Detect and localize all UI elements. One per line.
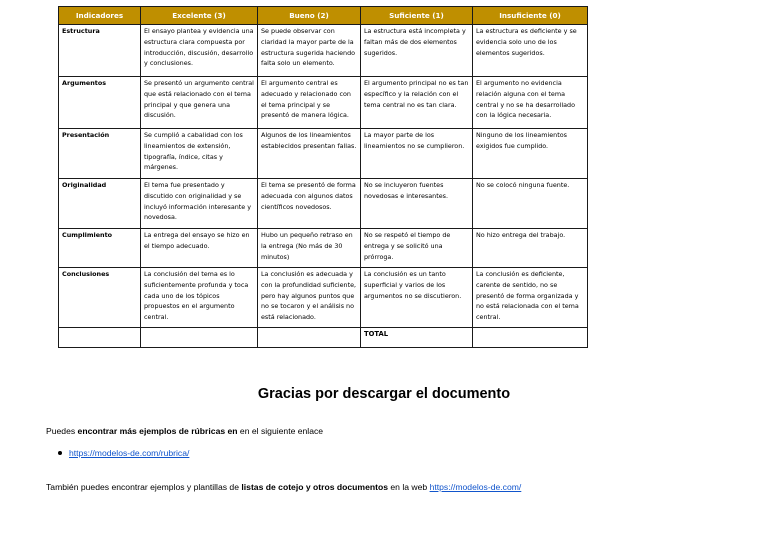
more-documents-paragraph bbox=[46, 482, 521, 492]
thanks-title: Gracias por descargar el documento bbox=[257, 386, 511, 402]
table-cell: No se colocó ninguna fuente. bbox=[473, 179, 588, 229]
table-cell: Hubo un pequeño retraso en la entrega (No más de 30 minutos) bbox=[258, 229, 361, 268]
table-row bbox=[59, 268, 588, 328]
table-cell: Se puede observar con claridad la mayor parte de la estructura sugerida haciendo falta solo un elemento. bbox=[258, 25, 361, 77]
para2-bold-text: listas de cotejo y otros documentos bbox=[241, 482, 388, 492]
table-cell: El argumento principal no es tan específico y la relación con el tema central no es tan clara. bbox=[361, 77, 473, 129]
table-cell: La conclusión del tema es lo suficientemente profunda y toca cada uno de los tópicos propuestos en el argumento central. bbox=[141, 268, 258, 328]
table-cell: El argumento no evidencia relación alguna con el tema central y no se ha desarrollado con la lógica necesaria. bbox=[473, 77, 588, 129]
para1-text-after: en el siguiente enlace bbox=[237, 426, 324, 436]
table-cell: La estructura es deficiente y se evidencia solo uno de los elementos sugeridos. bbox=[473, 25, 588, 77]
website-link[interactable]: https://modelos-de.com/ bbox=[429, 482, 522, 492]
table-cell: La entrega del ensayo se hizo en el tiempo adecuado. bbox=[141, 229, 258, 268]
table-cell bbox=[141, 328, 258, 348]
rubrica-link[interactable]: https://modelos-de.com/rubrica/ bbox=[69, 448, 190, 458]
table-cell: La estructura está incompleta y faltan más de dos elementos sugeridos. bbox=[361, 25, 473, 77]
para1-bold-text: encontrar más ejemplos de rúbricas en bbox=[77, 426, 238, 436]
link-list-item bbox=[58, 448, 189, 458]
table-row bbox=[59, 129, 588, 179]
header-suficiente: Suficiente (1) bbox=[361, 7, 473, 25]
table-cell: El ensayo plantea y evidencia una estructura clara compuesta por introducción, discusión, desarrollo y conclusiones. bbox=[141, 25, 258, 77]
table-cell bbox=[59, 328, 141, 348]
table-row bbox=[59, 25, 588, 77]
table-cell bbox=[258, 328, 361, 348]
table-cell: La conclusión es deficiente, carente de sentido, no se presentó de forma organizada y no está relacionada con el tema central. bbox=[473, 268, 588, 328]
indicator-cell: Cumplimiento bbox=[59, 229, 141, 268]
header-bueno: Bueno (2) bbox=[258, 7, 361, 25]
total-label: TOTAL bbox=[361, 328, 473, 348]
table-row bbox=[59, 229, 588, 268]
indicator-cell: Conclusiones bbox=[59, 268, 141, 328]
indicator-cell: Estructura bbox=[59, 25, 141, 77]
header-excelente: Excelente (3) bbox=[141, 7, 258, 25]
table-cell: La conclusión es un tanto superficial y varios de los argumentos no se discutieron. bbox=[361, 268, 473, 328]
table-row bbox=[59, 77, 588, 129]
table-cell: Algunos de los lineamientos establecidos presentan fallas. bbox=[258, 129, 361, 179]
table-cell: La mayor parte de los lineamientos no se cumplieron. bbox=[361, 129, 473, 179]
header-indicadores: Indicadores bbox=[59, 7, 141, 25]
table-cell: No hizo entrega del trabajo. bbox=[473, 229, 588, 268]
para2-text-after: en la web bbox=[388, 482, 430, 492]
rubric-table bbox=[58, 6, 588, 348]
bullet-icon bbox=[58, 451, 62, 455]
total-row bbox=[59, 328, 588, 348]
table-cell: No se respetó el tiempo de entrega y se solicitó una prórroga. bbox=[361, 229, 473, 268]
table-cell: El tema se presentó de forma adecuada con algunos datos científicos novedosos. bbox=[258, 179, 361, 229]
table-cell: No se incluyeron fuentes novedosas e interesantes. bbox=[361, 179, 473, 229]
table-header-row bbox=[59, 7, 588, 25]
header-insuficiente: Insuficiente (0) bbox=[473, 7, 588, 25]
table-cell: El tema fue presentado y discutido con originalidad y se incluyó información interesante y novedosa. bbox=[141, 179, 258, 229]
indicator-cell: Argumentos bbox=[59, 77, 141, 129]
para2-text-before: También puedes encontrar ejemplos y plantillas de bbox=[46, 482, 242, 492]
indicator-cell: Presentación bbox=[59, 129, 141, 179]
para1-text-before: Puedes bbox=[46, 426, 78, 436]
table-cell: El argumento central es adecuado y relacionado con el tema principal y se presentó de manera lógica. bbox=[258, 77, 361, 129]
table-cell: Se cumplió a cabalidad con los lineamientos de extensión, tipografía, índice, citas y márgenes. bbox=[141, 129, 258, 179]
indicator-cell: Originalidad bbox=[59, 179, 141, 229]
total-value-cell bbox=[473, 328, 588, 348]
table-row bbox=[59, 179, 588, 229]
table-cell: Se presentó un argumento central que está relacionado con el tema principal y que genera una discusión. bbox=[141, 77, 258, 129]
table-cell: La conclusión es adecuada y con la profundidad suficiente, pero hay algunos puntos que no se tocaron y el análisis no está relacionado. bbox=[258, 268, 361, 328]
more-examples-paragraph bbox=[46, 426, 323, 436]
table-cell: Ninguno de los lineamientos exigidos fue cumplido. bbox=[473, 129, 588, 179]
